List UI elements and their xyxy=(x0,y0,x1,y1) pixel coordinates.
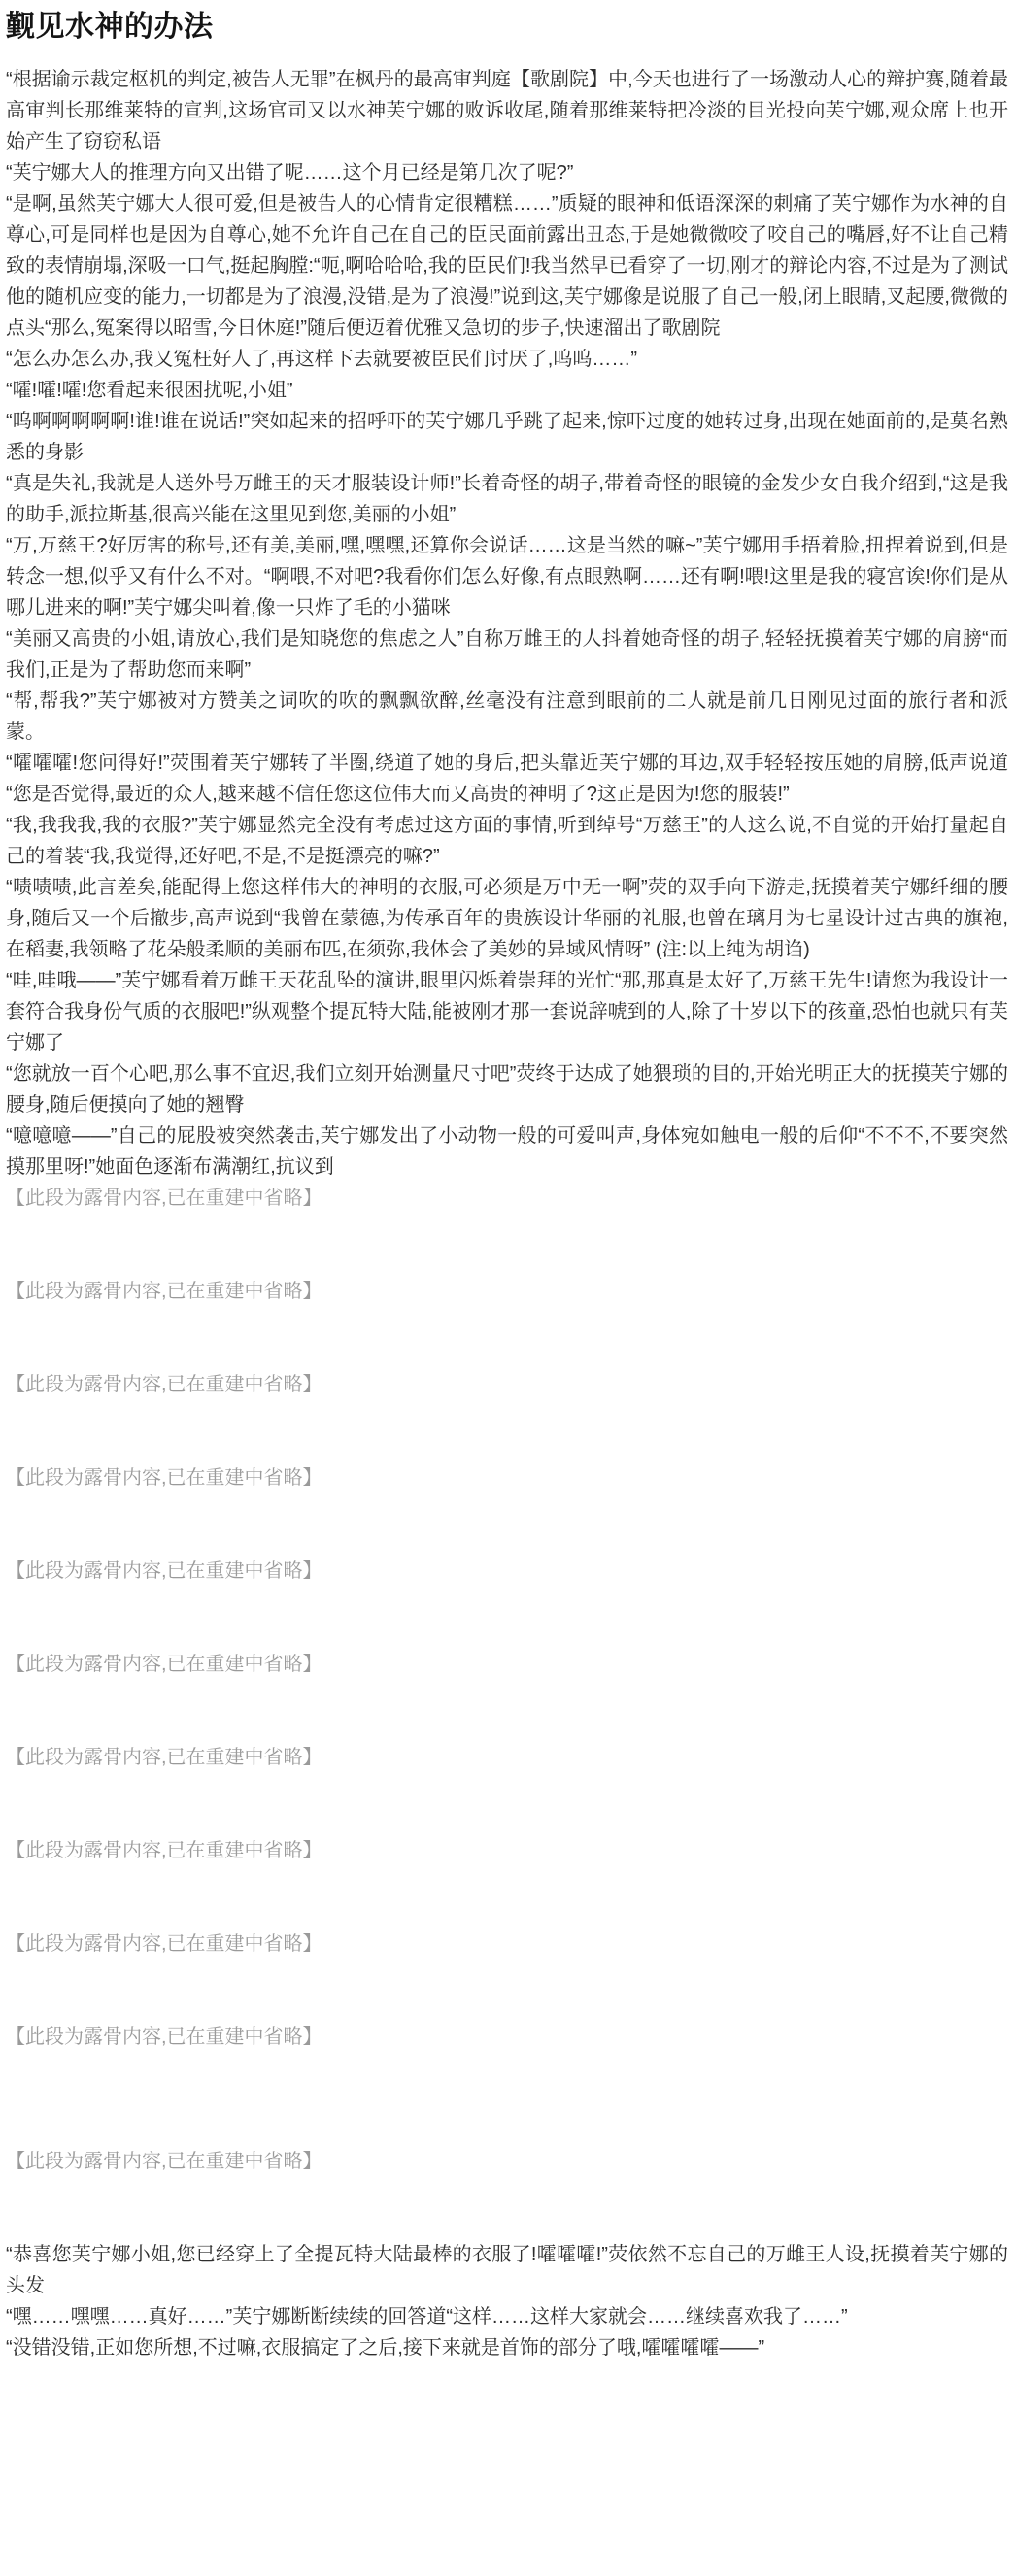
page-title: 觐见水神的办法 xyxy=(6,11,214,43)
redacted-paragraph: 【此段为露骨内容,已在重建中省略】 xyxy=(6,1654,322,1675)
redacted-paragraph: 【此段为露骨内容,已在重建中省略】 xyxy=(6,1933,322,1955)
paragraph: “万,万慈王?好厉害的称号,还有美,美丽,嘿,嘿嘿,还算你会说话……这是当然的嘛~”芙宁娜用手捂着脸,扭捏着说到,但是转念一想,似乎又有什么不对。“啊喂,不对吧?我看你们怎么好像,有点眼熟啊……还有啊!喂!这里是我的寝宫诶!你们是从哪儿进来的啊!”芙宁娜尖叫着,像一只炸了毛的小猫咪 xyxy=(6,535,1008,619)
paragraph: “是啊,虽然芙宁娜大人很可爱,但是被告人的心情肯定很糟糕……”质疑的眼神和低语深深的刺痛了芙宁娜作为水神的自尊心,可是同样也是因为自尊心,她不允许自己在自己的臣民面前露出丑态,于是她微微咬了咬自己的嘴唇,好不让自己精致的表情崩塌,深吸一口气,挺起胸膛:“呃,啊哈哈哈,我的臣民们!我当然早已看穿了一切,刚才的辩论内容,不过是为了测试他的随机应变的能力,一切都是为了浪漫,没错,是为了浪漫!”说到这,芙宁娜像是说服了自己一般,闭上眼睛,叉起腰,微微的点头“那么,冤案得以昭雪,今日休庭!”随后便迈着优雅又急切的步子,快速溜出了歌剧院 xyxy=(6,193,1008,339)
redacted-paragraph: 【此段为露骨内容,已在重建中省略】 xyxy=(6,1560,322,1582)
paragraph: “嚯!嚯!嚯!您看起来很困扰呢,小姐” xyxy=(6,380,293,401)
paragraph: “帮,帮我?”芙宁娜被对方赞美之词吹的吹的飘飘欲醉,丝毫没有注意到眼前的二人就是前几日刚见过面的旅行者和派蒙。 xyxy=(6,690,1008,743)
paragraph: “美丽又高贵的小姐,请放心,我们是知晓您的焦虑之人”自称万雌王的人抖着她奇怪的胡子,轻轻抚摸着芙宁娜的肩膀“而我们,正是为了帮助您而来啊” xyxy=(6,628,1008,681)
redacted-paragraph: 【此段为露骨内容,已在重建中省略】 xyxy=(6,1747,322,1768)
redacted-paragraph: 【此段为露骨内容,已在重建中省略】 xyxy=(6,2026,322,2048)
paragraph: “没错没错,正如您所想,不过嘛,衣服搞定了之后,接下来就是首饰的部分了哦,嚯嚯嚯嚯——” xyxy=(6,2337,765,2359)
paragraph: “芙宁娜大人的推理方向又出错了呢……这个月已经是第几次了呢?” xyxy=(6,162,574,184)
paragraph: “恭喜您芙宁娜小姐,您已经穿上了全提瓦特大陆最棒的衣服了!嚯嚯嚯!”荧依然不忘自己的万雌王人设,抚摸着芙宁娜的头发 xyxy=(6,2244,1008,2296)
paragraph: “哇,哇哦——”芙宁娜看着万雌王天花乱坠的演讲,眼里闪烁着崇拜的光忙“那,那真是太好了,万慈王先生!请您为我设计一套符合我身份气质的衣服吧!”纵观整个提瓦特大陆,能被刚才那一套说辞唬到的人,除了十岁以下的孩童,恐怕也就只有芙宁娜了 xyxy=(6,970,1008,1054)
paragraph: “真是失礼,我就是人送外号万雌王的天才服装设计师!”长着奇怪的胡子,带着奇怪的眼镜的金发少女自我介绍到,“这是我的助手,派拉斯基,很高兴能在这里见到您,美丽的小姐” xyxy=(6,473,1008,525)
redacted-paragraph: 【此段为露骨内容,已在重建中省略】 xyxy=(6,1188,322,1209)
redacted-paragraph: 【此段为露骨内容,已在重建中省略】 xyxy=(6,1281,322,1302)
paragraph: “您就放一百个心吧,那么事不宜迟,我们立刻开始测量尺寸吧”荧终于达成了她猥琐的目的,开始光明正大的抚摸芙宁娜的腰身,随后便摸向了她的翘臀 xyxy=(6,1063,1008,1116)
paragraph: “根据谕示裁定枢机的判定,被告人无罪”在枫丹的最高审判庭【歌剧院】中,今天也进行了一场激动人心的辩护赛,随着最高审判长那维莱特的宣判,这场官司又以水神芙宁娜的败诉收尾,随着那维莱特把冷淡的目光投向芙宁娜,观众席上也开始产生了窃窃私语 xyxy=(6,69,1008,152)
redacted-paragraph: 【此段为露骨内容,已在重建中省略】 xyxy=(6,1467,322,1489)
paragraph: “啧啧啧,此言差矣,能配得上您这样伟大的神明的衣服,可必须是万中无一啊”荧的双手向下游走,抚摸着芙宁娜纤细的腰身,随后又一个后撤步,高声说到“我曾在蒙德,为传承百年的贵族设计华丽的礼服,也曾在璃月为七星设计过古典的旗袍,在稻妻,我领略了花朵般柔顺的美丽布匹,在须弥,我体会了美妙的异域风情呀” (注:以上纯为胡诌) xyxy=(6,877,1008,960)
redacted-paragraph: 【此段为露骨内容,已在重建中省略】 xyxy=(6,1374,322,1395)
redacted-paragraph: 【此段为露骨内容,已在重建中省略】 xyxy=(6,1840,322,1861)
paragraph: “嘿……嘿嘿……真好……”芙宁娜断断续续的回答道“这样……这样大家就会……继续喜欢我了……” xyxy=(6,2306,848,2327)
paragraph: “我,我我我,我的衣服?”芙宁娜显然完全没有考虑过这方面的事情,听到绰号“万慈王”的人这么说,不自觉的开始打量起自己的着装“我,我觉得,还好吧,不是,不是挺漂亮的嘛?” xyxy=(6,815,1008,867)
paragraph: “呜啊啊啊啊啊!谁!谁在说话!”突如起来的招呼吓的芙宁娜几乎跳了起来,惊吓过度的她转过身,出现在她面前的,是莫名熟悉的身影 xyxy=(6,411,1008,463)
paragraph: “嚯嚯嚯!您问得好!”荧围着芙宁娜转了半圈,绕道了她的身后,把头靠近芙宁娜的耳边,双手轻轻按压她的肩膀,低声说道“您是否觉得,最近的众人,越来越不信任您这位伟大而又高贵的神明了?这正是因为!您的服装!” xyxy=(6,753,1008,805)
paragraph-list xyxy=(6,64,1008,2363)
blank-line xyxy=(6,2115,1008,2146)
paragraph: “怎么办怎么办,我又冤枉好人了,再这样下去就要被臣民们讨厌了,呜呜……” xyxy=(6,349,637,370)
redacted-paragraph: 【此段为露骨内容,已在重建中省略】 xyxy=(6,2151,322,2172)
paragraph: “噫噫噫——”自己的屁股被突然袭击,芙宁娜发出了小动物一般的可爱叫声,身体宛如触电一般的后仰“不不不,不要突然摸那里呀!”她面色逐渐布满潮红,抗议到 xyxy=(6,1125,1008,1178)
